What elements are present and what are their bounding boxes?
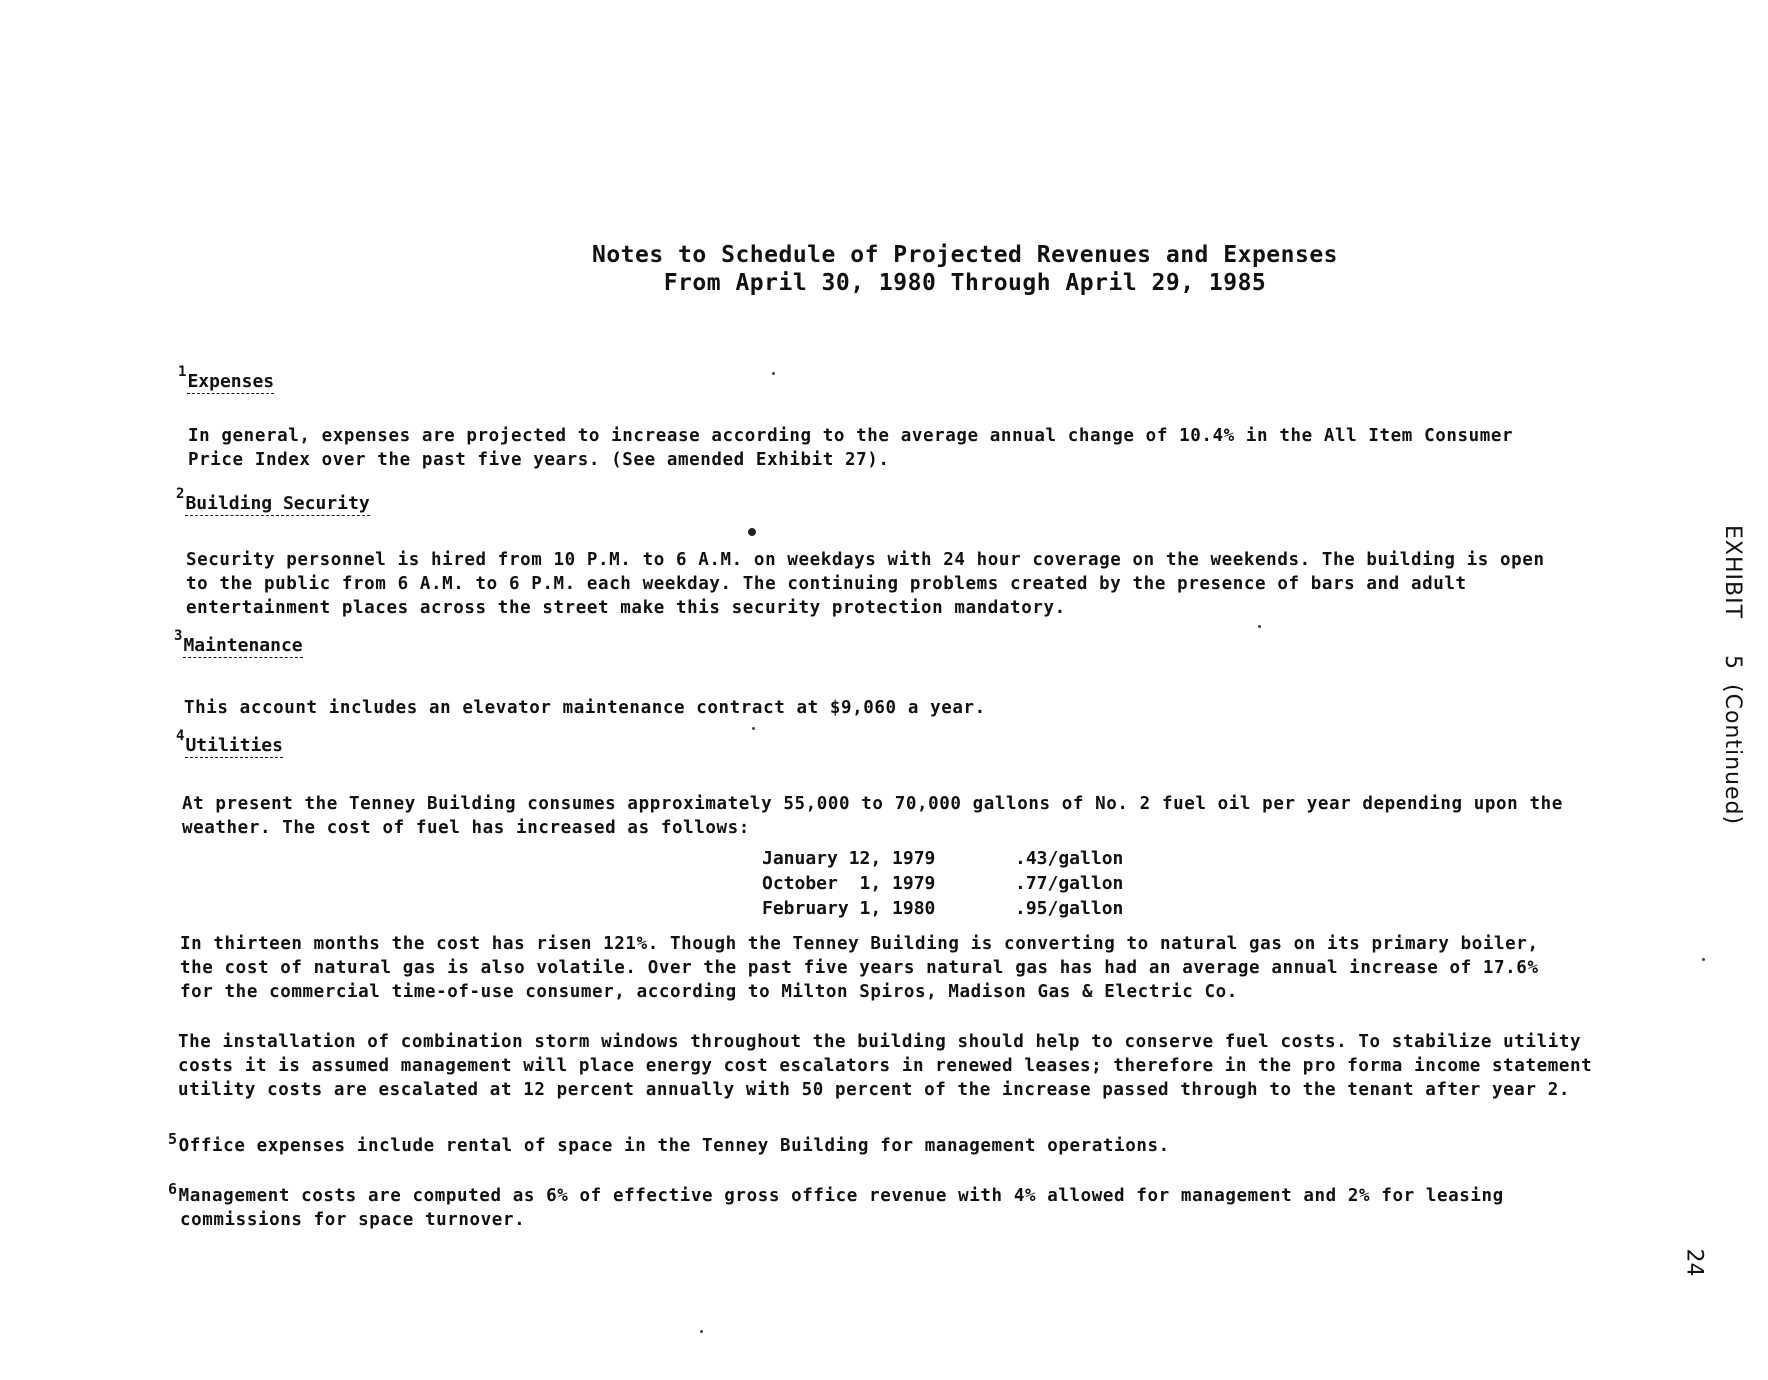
fuel-cost-row	[762, 846, 1175, 871]
paragraph-line: In thirteen months the cost has risen 121%. Though the Tenney Building is converting to natural gas on its primary boiler,	[180, 934, 1539, 954]
footnote-number: 3	[174, 628, 183, 644]
maintenance-heading	[174, 628, 303, 656]
fuel-cost-price: .43/gallon	[1015, 848, 1124, 869]
paragraph-line: to the public from 6 A.M. to 6 P.M. each weekday. The continuing problems created by the presence of bars and adult	[186, 574, 1467, 594]
fuel-cost-price: .95/gallon	[1015, 898, 1124, 919]
fuel-cost-discussion-paragraph	[180, 932, 1539, 1004]
utilities-heading	[176, 728, 283, 756]
building-security-heading	[176, 486, 370, 514]
expenses-heading-text: Expenses	[187, 371, 275, 392]
paragraph-line: weather. The cost of fuel has increased as follows:	[182, 818, 750, 838]
expenses-paragraph	[188, 424, 1513, 472]
fuel-cost-date: January 12, 1979	[762, 848, 936, 869]
fuel-cost-row	[762, 871, 1175, 896]
expenses-heading	[178, 364, 275, 392]
fuel-cost-price: .77/gallon	[1015, 873, 1124, 894]
footnote-number: 6	[168, 1180, 178, 1198]
footnote-number: 4	[176, 728, 185, 744]
fuel-cost-date: October 1, 1979	[762, 873, 936, 894]
maintenance-heading-text: Maintenance	[183, 635, 303, 656]
exhibit-continued: (Continued)	[1720, 684, 1745, 826]
building-security-heading-text: Building Security	[185, 493, 370, 514]
utilities-paragraph	[182, 792, 1563, 840]
paragraph-line: the cost of natural gas is also volatile. Over the past five years natural gas has had an average annual increase of 17.6%	[180, 958, 1539, 978]
paragraph-line: commissions for space turnover.	[180, 1210, 526, 1230]
paragraph-line: Office expenses include rental of space in the Tenney Building for management operations.	[178, 1136, 1170, 1156]
office-expenses-note	[168, 1130, 1170, 1158]
fuel-cost-date: February 1, 1980	[762, 898, 936, 919]
paragraph-line: This account includes an elevator maintenance contract at $9,060 a year.	[184, 698, 986, 718]
fuel-cost-table	[762, 846, 1175, 921]
footnote-number: 5	[168, 1130, 178, 1148]
exhibit-number: 5	[1720, 655, 1745, 671]
paragraph-line: costs it is assumed management will place energy cost escalators in renewed leases; therefore in the pro forma income statement	[178, 1056, 1593, 1076]
paragraph-line: The installation of combination storm windows throughout the building should help to conserve fuel costs. To stabilize utility	[178, 1032, 1582, 1052]
paragraph-line: utility costs are escalated at 12 percent annually with 50 percent of the increase passed through to the tenant after year 2.	[178, 1080, 1570, 1100]
utilities-heading-text: Utilities	[185, 735, 283, 756]
footnote-number: 2	[176, 486, 185, 502]
paragraph-line: for the commercial time-of-use consumer, according to Milton Spiros, Madison Gas & Electric Co.	[180, 982, 1238, 1002]
fuel-cost-row	[762, 896, 1175, 921]
paragraph-line: Price Index over the past five years. (See amended Exhibit 27).	[188, 450, 890, 470]
footnote-number: 1	[178, 364, 187, 380]
paragraph-line: Management costs are computed as 6% of effective gross office revenue with 4% allowed for management and 2% for leasing	[178, 1186, 1504, 1206]
paragraph-line: Security personnel is hired from 10 P.M. to 6 A.M. on weekdays with 24 hour coverage on the weekends. The building is open	[186, 550, 1545, 570]
document-title: Notes to Schedule of Projected Revenues and Expenses	[591, 242, 1339, 268]
exhibit-label: EXHIBIT	[1720, 525, 1745, 620]
management-costs-note	[168, 1180, 1504, 1232]
exhibit-side-label	[1720, 525, 1745, 825]
paragraph-line: In general, expenses are projected to increase according to the average annual change of 10.4% in the All Item Consumer	[188, 426, 1514, 446]
building-security-paragraph	[186, 548, 1545, 620]
maintenance-paragraph	[184, 696, 986, 720]
paragraph-line: At present the Tenney Building consumes approximately 55,000 to 70,000 gallons of No. 2 fuel oil per year depending upon the	[182, 794, 1563, 814]
storm-windows-paragraph	[178, 1030, 1592, 1102]
page-number: 24	[1681, 1248, 1707, 1277]
paragraph-line: entertainment places across the street make this security protection mandatory.	[186, 598, 1066, 618]
document-subtitle: From April 30, 1980 Through April 29, 1985	[663, 270, 1267, 296]
